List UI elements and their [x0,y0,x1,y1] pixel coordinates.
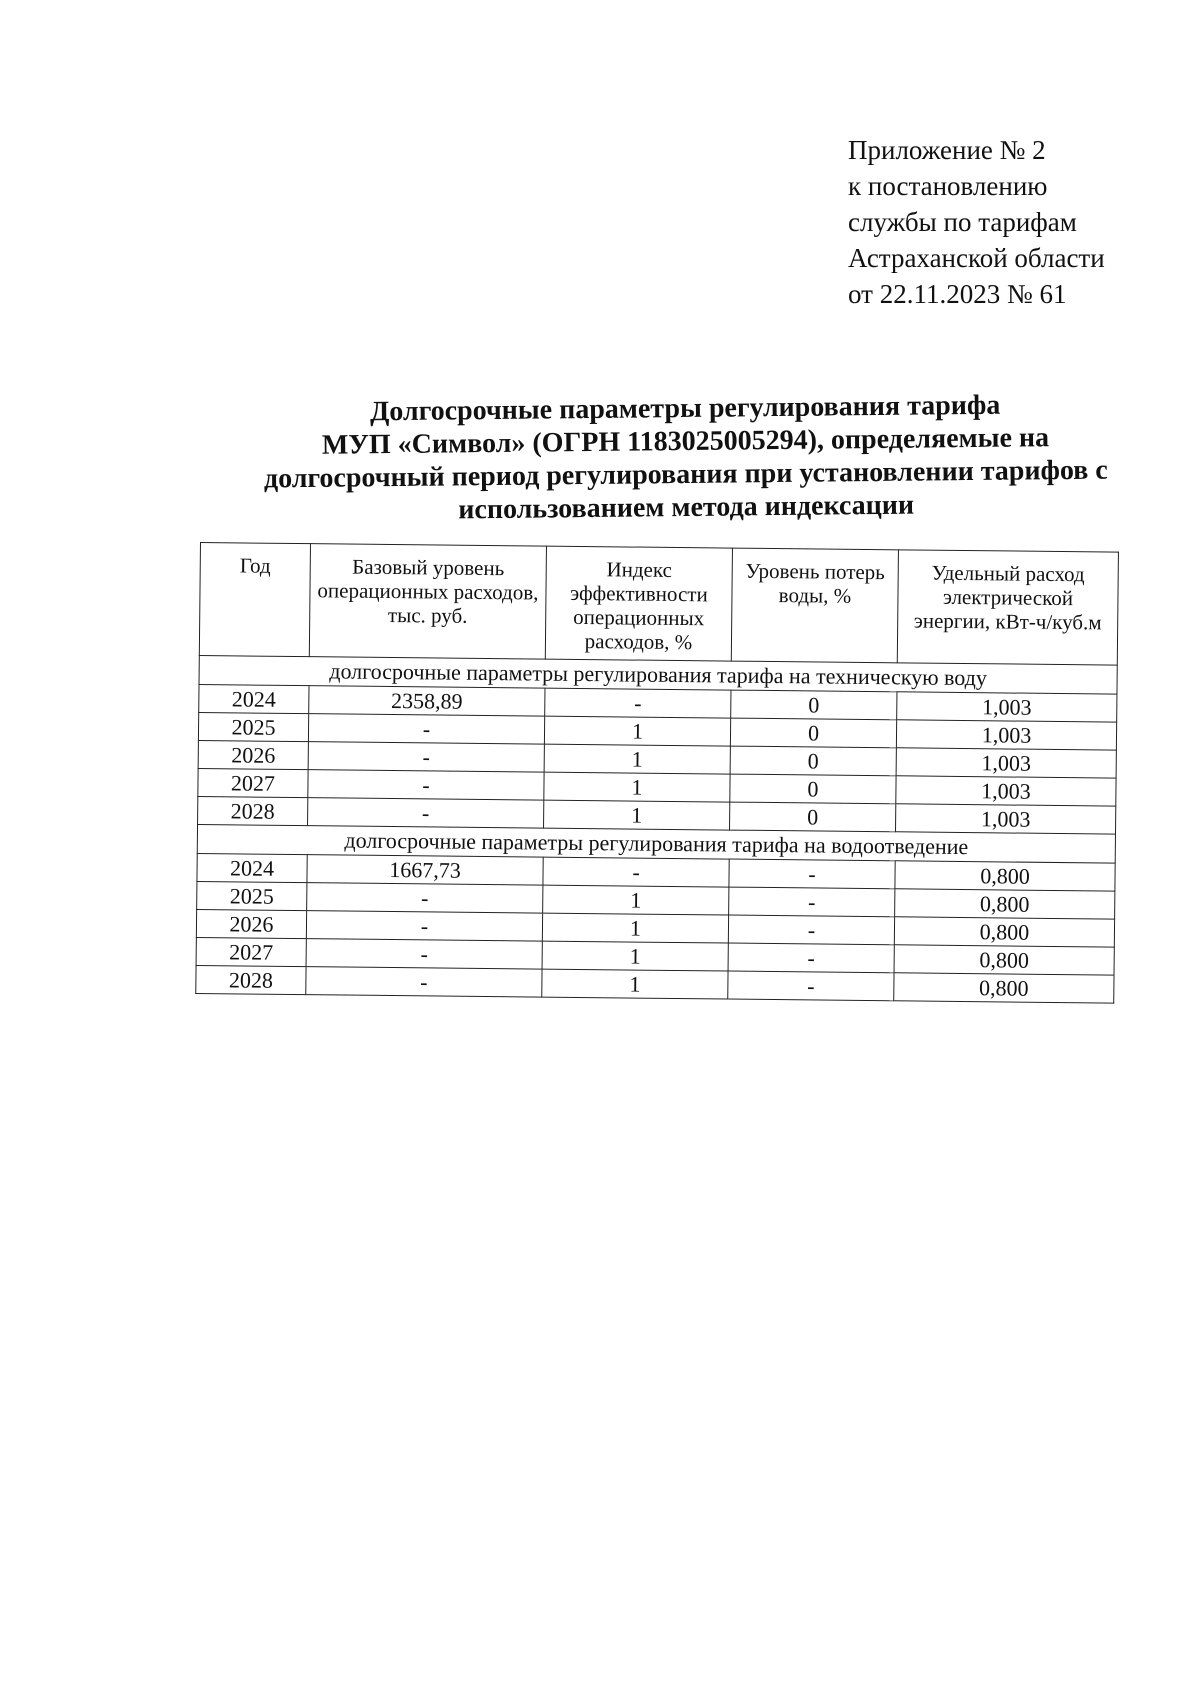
title-line: долгосрочный период регулирования при установлении тарифов с [263,454,1108,495]
cell-year: 2028 [198,796,308,825]
annex-ref-line: Астраханской области [848,243,1105,273]
annex-ref-line: к постановлению [848,171,1048,201]
cell-year: 2024 [197,853,307,882]
cell-energy: 1,003 [896,720,1116,750]
cell-base-opex: - [308,714,544,744]
cell-energy: 0,800 [894,945,1114,975]
cell-energy: 0,800 [894,973,1114,1003]
cell-base-opex: - [306,967,542,997]
cell-water-loss: 0 [730,718,896,748]
section-label-technical-water: долгосрочные параметры регулирования тарифа на техническую воду [199,655,1117,694]
cell-energy: 1,003 [897,692,1117,722]
annex-number: Приложение № 2 [848,135,1046,165]
cell-base-opex: - [306,911,542,941]
cell-year: 2027 [198,768,308,797]
title-line: использованием метода индексации [458,489,915,526]
parameters-table [195,542,1119,1004]
cell-efficiency-index: - [545,688,731,718]
cell-efficiency-index: 1 [543,885,729,915]
cell-base-opex: - [308,798,544,828]
cell-energy: 0,800 [895,889,1115,919]
section-label-wastewater: долгосрочные параметры регулирования тарифа на водоотведение [197,824,1115,863]
cell-efficiency-index: 1 [544,716,730,746]
cell-energy: 1,003 [896,776,1116,806]
table-header-row [199,543,1118,666]
header-efficiency-index: Индекс эффективности операционных расходов, % [545,546,732,661]
cell-efficiency-index: 1 [542,913,728,943]
title-line: Долгосрочные параметры регулирования тарифа [369,389,1001,428]
cell-energy: 0,800 [895,861,1115,891]
cell-year: 2027 [196,937,306,966]
header-water-loss: Уровень потерь воды, % [731,548,898,663]
cell-base-opex: 1667,73 [307,855,543,885]
cell-energy: 1,003 [896,804,1116,834]
document-title [200,387,1171,529]
cell-water-loss: 0 [731,690,897,720]
annex-ref-line: службы по тарифам [848,207,1077,237]
cell-base-opex: 2358,89 [309,686,545,716]
cell-year: 2025 [198,712,308,741]
parameters-table-wrapper [195,542,1118,1004]
header-year: Год [199,543,310,657]
header-energy-consumption: Удельный расход электрической энергии, кВт-ч/куб.м [897,550,1118,665]
cell-efficiency-index: 1 [542,941,728,971]
cell-year: 2028 [196,965,306,994]
cell-energy: 0,800 [894,917,1114,947]
cell-efficiency-index: 1 [542,969,728,999]
header-base-opex: Базовый уровень операционных расходов, тыс. руб. [309,544,546,659]
cell-year: 2025 [197,881,307,910]
cell-water-loss: - [729,859,895,889]
cell-efficiency-index: 1 [544,800,730,830]
cell-water-loss: - [728,971,894,1001]
cell-water-loss: - [728,943,894,973]
cell-water-loss: 0 [730,802,896,832]
cell-base-opex: - [308,770,544,800]
cell-energy: 1,003 [896,748,1116,778]
annex-block [848,132,1178,312]
cell-base-opex: - [308,742,544,772]
cell-year: 2024 [199,684,309,713]
cell-base-opex: - [306,939,542,969]
cell-year: 2026 [198,740,308,769]
cell-water-loss: - [728,915,894,945]
cell-water-loss: 0 [730,746,896,776]
cell-efficiency-index: 1 [544,772,730,802]
cell-water-loss: 0 [730,774,896,804]
title-line: МУП «Символ» (ОГРН 1183025005294), определяемые на [321,422,1050,461]
cell-water-loss: - [729,887,895,917]
cell-efficiency-index: 1 [544,744,730,774]
annex-date: от 22.11.2023 № 61 [848,279,1067,309]
cell-year: 2026 [196,909,306,938]
cell-efficiency-index: - [543,857,729,887]
cell-base-opex: - [307,883,543,913]
